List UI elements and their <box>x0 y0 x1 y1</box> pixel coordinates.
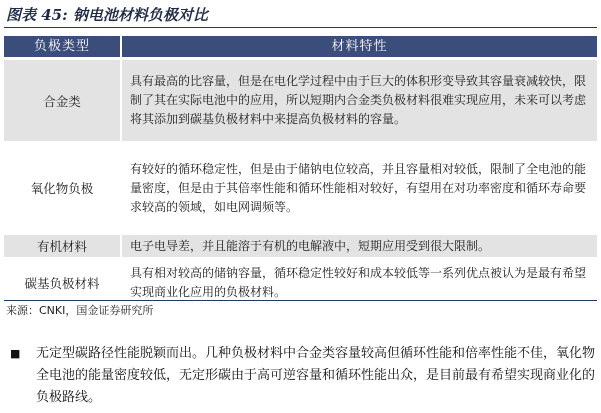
property-cell: 电子电导差，并且能溶于有机的电解液中，短期应用受到很大限制。 <box>120 235 597 257</box>
anode-type-cell: 合金类 <box>4 60 120 141</box>
header-anode-type: 负极类型 <box>4 36 120 57</box>
square-bullet-icon: ■ <box>10 347 21 360</box>
property-cell: 具有相对较高的储钠容量，循环稳定性较好和成本较低等一系列优点被认为是最有希望实现商业化应用的负极材料。 <box>120 260 597 306</box>
table-row <box>4 60 597 141</box>
header-material-properties: 材料特性 <box>120 36 597 57</box>
property-cell: 具有最高的比容量，但是在电化学过程中由于巨大的体积形变导致其容量衰减较快，限制了其在实际电池中的应用，所以短期内合金类负极材料很难实现应用，未来可以考虑将其添加到碳基负极材料中来提高负极材料的容量。 <box>120 60 597 141</box>
anode-type-cell: 有机材料 <box>4 235 120 257</box>
summary-paragraph <box>10 343 595 409</box>
summary-text: 无定型碳路径性能脱颖而出。几种负极材料中合金类容量较高但循环性能和倍率性能不佳，氧化物全电池的能量密度较低，无定形碳由于高可逆容量和循环性能出众，是目前最有希望实现商业化的负极路线。 <box>36 346 596 405</box>
figure-title: 图表 45: 钠电池材料负极对比 <box>4 4 597 28</box>
anode-type-cell: 碳基负极材料 <box>24 276 100 291</box>
source-note: 来源：CNKI，国金证券研究所 <box>4 300 597 322</box>
comparison-table <box>4 36 597 306</box>
table-header-row <box>4 36 597 57</box>
property-cell: 有较好的循环稳定性，但是由于储钠电位较高，并且容量相对较低，限制了全电池的能量密度，但是由于其倍率性能和循环性能相对较好，有望用在对功率密度和循环寿命要求较高的领域，如电网调频等。 <box>120 144 597 232</box>
table-row <box>4 144 597 232</box>
table-row <box>4 235 597 257</box>
anode-type-cell: 氧化物负极 <box>30 181 94 196</box>
